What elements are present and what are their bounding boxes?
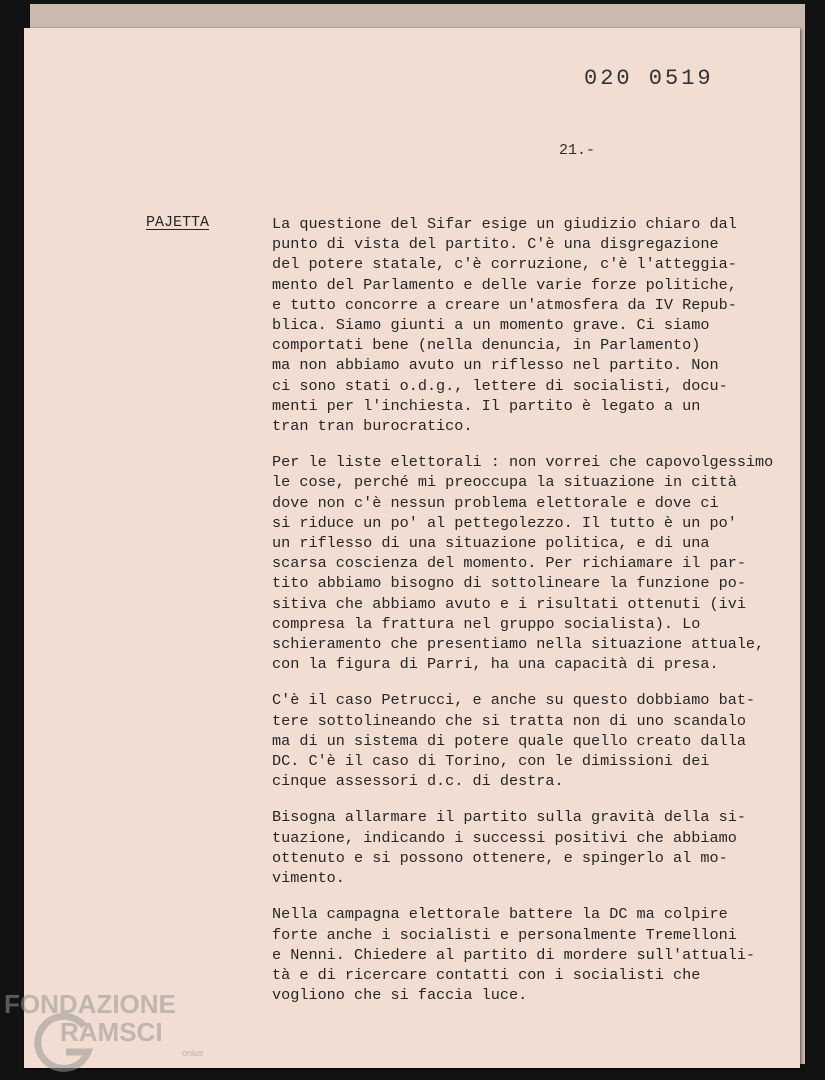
watermark-line-3: onlus: [182, 1048, 204, 1058]
body-text: [272, 214, 792, 1021]
paragraph: C'è il caso Petrucci, e anche su questo dobbiamo bat- tere sottolineando che si tratta non di uno scandalo ma di un sistema di potere quale quello creato dalla DC. C'è il caso di Torino, con le dimissioni dei cinque assessori d.c. di destra.: [272, 691, 756, 791]
paragraph: Bisogna allarmare il partito sulla gravità della si- tuazione, indicando i successi positivi che abbiamo ottenuto e si possono ottenere, e spingerlo al mo- vimento.: [272, 808, 746, 888]
paragraph: Nella campagna elettorale battere la DC ma colpire forte anche i socialisti e personalmente Tremelloni e Nenni. Chiedere al partito di mordere sull'attuali- tà e di ricercare contatti con i socialisti che vogliono che si faccia luce.: [272, 905, 756, 1005]
watermark-line-1: FONDAZIONE: [4, 989, 176, 1019]
paragraph: Per le liste elettorali : non vorrei che capovolgessimo le cose, perché mi preoccupa la situazione in città dove non c'è nessun problema elettorale e dove ci si riduce un po' al pettegolezzo. Il tutto è un po' un riflesso di una situazione politica, e di una scarsa coscienza del momento. Per richiamare il par- tito abbiamo bisogno di sottolineare la funzione po- sitiva che abbiamo avuto e i risultati ottenuti (ivi compresa la frattura nel gruppo socialista). Lo schieramento che presentiamo nella situazione attuale, con la figura di Parri, ha una capacità di presa.: [272, 453, 774, 674]
g-swirl-icon: [34, 1012, 94, 1076]
fondazione-gramsci-watermark: [4, 989, 204, 1058]
paragraph: La questione del Sifar esige un giudizio chiaro dal punto di vista del partito. C'è una disgregazione del potere statale, c'è corruzione, c'è l'atteggia- mento del Parlamento e delle varie forze politiche, e tutto concorre a creare un'atmosfera da IV Repub- blica. Siamo giunti a un momento grave. Ci siamo comportati bene (nella denuncia, in Parlamento) ma non abbiamo avuto un riflesso nel partito. Non ci sono stati o.d.g., lettere di socialisti, docu- menti per l'inchiesta. Il partito è legato a un tran tran burocratico.: [272, 215, 737, 436]
document-page: [24, 28, 800, 1068]
document-number: 020 0519: [584, 66, 714, 91]
speaker-name: PAJETTA: [146, 214, 210, 231]
page-number: 21.-: [559, 142, 596, 159]
watermark-line-2: RAMSCI: [60, 1017, 163, 1047]
